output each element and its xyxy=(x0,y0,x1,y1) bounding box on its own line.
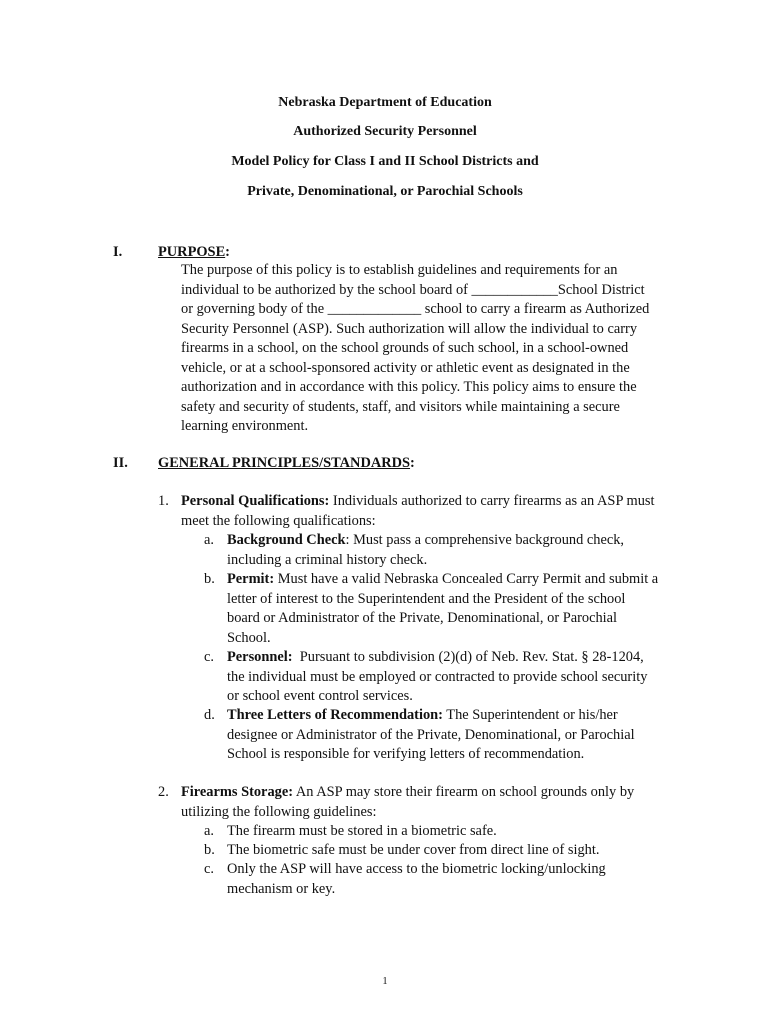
item-1b-letter: b. xyxy=(204,571,215,587)
purpose-line-8: safety and security of students, staff, and visitors while maintaining a secure xyxy=(181,398,620,415)
item-1b-line-2: letter of interest to the Superintendent and the President of the school xyxy=(227,590,626,607)
item-2b-text: The biometric safe must be under cover from direct line of sight. xyxy=(227,842,600,858)
general-heading: GENERAL PRINCIPLES/STANDARDS xyxy=(158,455,411,471)
section-i-numeral: I. xyxy=(113,244,123,260)
purpose-line-6: vehicle, or at a school-sponsored activity or athletic event as designated in the xyxy=(181,359,630,376)
purpose-line-3: or governing body of the _____________ school to carry a firearm as Authorized xyxy=(181,301,650,317)
doc-title-line-4: Private, Denominational, or Parochial Schools xyxy=(247,184,523,199)
item-2-label: Firearms Storage: xyxy=(181,784,294,800)
purpose-line-1: The purpose of this policy is to establish guidelines and requirements for an xyxy=(181,262,618,278)
item-1d-line-3: School is responsible for verifying letters of recommendation. xyxy=(227,746,585,762)
item-2-number: 2. xyxy=(158,784,169,800)
item-2c-letter: c. xyxy=(204,861,214,877)
item-1a-letter: a. xyxy=(204,532,214,548)
item-1-label: Personal Qualifications: xyxy=(181,493,330,509)
doc-title-line-3: Model Policy for Class I and II School Districts and xyxy=(231,154,539,169)
item-1c-line-3: or school event control services. xyxy=(227,688,413,704)
item-1a-text: : Must pass a comprehensive background check, xyxy=(345,532,625,548)
item-1a-line-2: including a criminal history check. xyxy=(227,551,428,568)
item-1c-text: Pursuant to subdivision (2)(d) of Neb. Rev. Stat. § 28-1204, xyxy=(292,649,644,665)
item-1d-label: Three Letters of Recommendation: xyxy=(227,707,443,723)
item-1-line-1 xyxy=(181,492,655,512)
purpose-line-7: authorization and in accordance with this policy. This policy aims to ensure the xyxy=(181,379,637,395)
item-1-text: Individuals authorized to carry firearms as an ASP must xyxy=(329,493,655,509)
item-2c-line-1: Only the ASP will have access to the biometric locking/unlocking xyxy=(227,861,606,877)
purpose-line-5: firearms in a school, on the school grounds of such school, in a school-owned xyxy=(181,340,629,356)
item-1c-letter: c. xyxy=(204,649,214,665)
item-2b-letter: b. xyxy=(204,842,215,858)
section-ii-numeral: II. xyxy=(113,455,128,471)
item-1-line-2: meet the following qualifications: xyxy=(181,512,376,529)
item-2-text: An ASP may store their firearm on school grounds only by xyxy=(293,784,635,800)
item-2-line-2: utilizing the following guidelines: xyxy=(181,803,377,820)
item-1c-line-2: the individual must be employed or contracted to provide school security xyxy=(227,668,648,685)
doc-title-line-1: Nebraska Department of Education xyxy=(278,95,492,110)
item-2-line-1 xyxy=(181,783,634,803)
purpose-line-4: Security Personnel (ASP). Such authorization will allow the individual to carry xyxy=(181,320,638,337)
purpose-heading: PURPOSE xyxy=(158,244,226,260)
item-1b-line-3: board or Administrator of the Private, Denominational, or Parochial xyxy=(227,610,618,626)
item-2a-text: The firearm must be stored in a biometric safe. xyxy=(227,823,497,839)
item-1-number: 1. xyxy=(158,493,169,509)
item-1b-label: Permit: xyxy=(227,571,275,587)
section-ii-heading xyxy=(158,455,415,472)
purpose-line-9: learning environment. xyxy=(181,418,309,434)
item-1b-line-4: School. xyxy=(227,629,271,646)
page-number: 1 xyxy=(382,976,388,987)
item-1b-text: Must have a valid Nebraska Concealed Carry Permit and submit a xyxy=(274,571,659,587)
item-1a-line-1 xyxy=(227,531,624,551)
item-1d-letter: d. xyxy=(204,707,215,723)
purpose-line-2: individual to be authorized by the school board of ____________School District xyxy=(181,281,645,298)
item-1d-line-2: designee or Administrator of the Private, Denominational, or Parochial xyxy=(227,726,635,743)
purpose-colon: : xyxy=(225,244,230,260)
item-2a-letter: a. xyxy=(204,823,214,839)
item-1d-line-1 xyxy=(227,706,618,726)
item-1b-line-1 xyxy=(227,570,658,590)
item-2c-line-2: mechanism or key. xyxy=(227,880,336,897)
general-colon: : xyxy=(410,455,415,471)
item-1a-label: Background Check xyxy=(227,532,346,548)
item-1c-line-1 xyxy=(227,648,644,668)
section-i-heading xyxy=(158,244,230,261)
item-1d-text: The Superintendent or his/her xyxy=(442,707,618,723)
doc-title-line-2: Authorized Security Personnel xyxy=(293,124,477,139)
item-1c-label: Personnel: xyxy=(227,649,293,665)
